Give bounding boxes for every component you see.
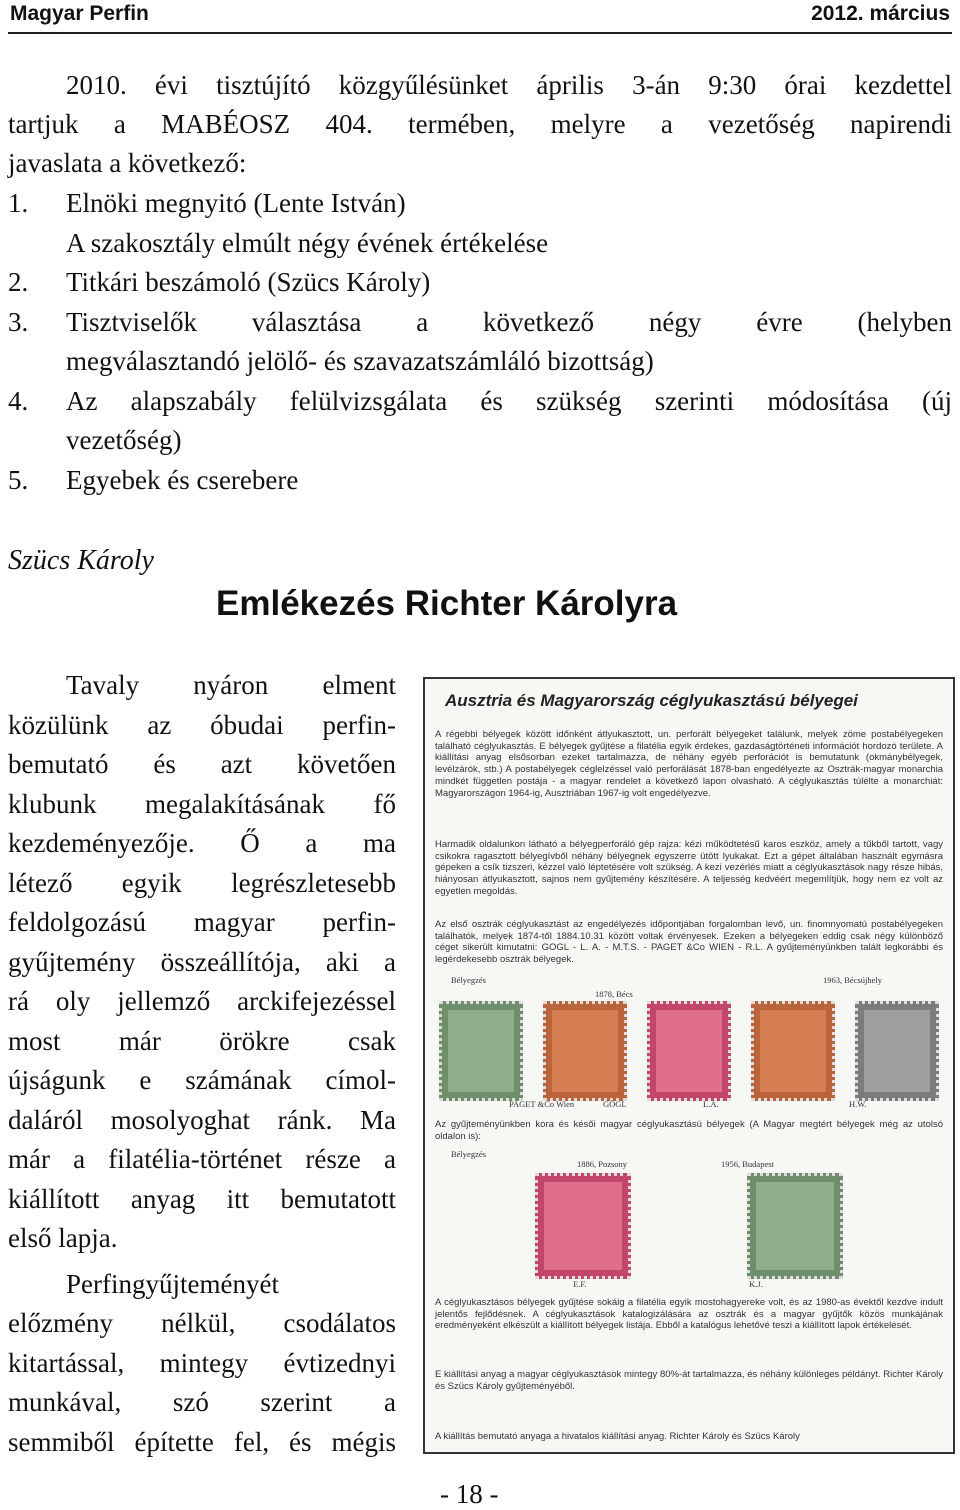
body-line: újságunk e számának címol- [8,1065,396,1095]
body-line: munkával, szó szerint a [8,1387,396,1417]
exhibit-paragraph: Harmadik oldalunkon látható a bélyegperforáló gép rajza: kézi működtetésű karos eszköz, amely a tűkből tartott, vagy csikokra ragasztott bélyegívből néhány bélyegnek egyszerre ütött lyukakat. Ezt a gépet általában használt egymásra gépeken a csík tizszeri, kézzel való léptetésére volt szükség. A kezi vezérlés miatt a céglyukasztások nagy része hibás, hiányosan átlyukasztott, sajnos nem gyűjtemény készítésére. A teljesség kedvéért megemlítjük, hogy nem ez volt az egyetlen megoldás. [435,839,943,897]
article-body [8,666,396,1462]
agenda-text: Titkári beszámoló (Szücs Károly) [66,267,431,297]
body-line: kitartással, mintegy évtizednyi [8,1347,396,1378]
agenda-number: 5. [8,464,29,495]
agenda-item [8,382,952,461]
stamp-image [535,1173,631,1279]
body-line: Perfingyűjteményét [66,1268,279,1299]
exhibit-paragraph: A régebbi bélyegek között időnként átlyukasztott, un. perforált bélyegeket találunk, melyek zöme postabélyegeken található céglyukasztás. E bélyegek gyűjtése a filatélia egyik érdekes, gazdaságtörténeti információt hordozó területe. A kiállítási anyag elsősorban ezeket tartalmazza, de néhány egyéb perforációt is bemutatunk (okmánybélyegek, levélzárók, stb.) A postabélyegek céglelzéssel való perforálását 1878-ban engedélyezte az Osztrák-magyar monarchia mindkét független postája - a magyar rendelet a következő lapon olvasható. A céglyukasztás túlélte a monarchiát: Magyarországon 1964-ig, Ausztriában 1967-ig volt engedélyezve. [435,729,943,799]
body-line: semmiből építette fel, és mégis [8,1426,396,1457]
agenda-number: 4. [8,385,29,416]
body-line: első lapja. [8,1223,118,1253]
stamp-image [747,1173,843,1279]
stamp-image [647,1001,731,1101]
stamp-caption: K.J. [749,1279,763,1289]
issue-date: 2012. március [811,2,950,25]
agenda-number: 3. [8,306,29,337]
stamp-caption: GÖGL [603,1099,627,1109]
stamp-caption: 1956, Budapest [721,1159,774,1169]
exhibit-title: Ausztria és Magyarország céglyukasztású bélyegei [445,691,858,710]
agenda-text: megválasztandó jelölő- és szavazatszámláló bizottság) [66,346,654,376]
stamp-image [543,1001,627,1101]
exhibit-signature: A kiállítás bemutató anyaga a hivatalos kiállítási anyag. Richter Károly és Szücs Károly [435,1431,800,1442]
agenda-item [8,303,952,382]
body-line: létező egyik legrészletesebb [8,867,396,898]
body-line: most már örökre csak [8,1025,396,1056]
article-title: Emlékezés Richter Károlyra [216,584,678,623]
stamp-image [855,1001,939,1101]
agenda-number: 1. [8,188,29,218]
agenda-item [8,263,952,303]
intro-line: javaslata a következő: [8,148,247,178]
stamp-caption: H.W. [849,1099,867,1109]
intro-line: 2010. évi tisztújító közgyűlésünket április 3-án 9:30 órai kezdettel [66,70,952,100]
agenda-text: A szakosztály elmúlt négy évének értékelése [66,227,549,258]
stamp-caption: 1878, Bécs [595,989,633,999]
body-line: klubunk megalakításának fő [8,788,396,819]
stamp-row [439,1001,939,1101]
exhibit-paragraph: Az első osztrák céglyukasztást az engedélyezés időpontjában forgalomban levő, un. finomnyomatú postabélyegeken találhatók, melyek 1874-től 1884.10.31 között voltak érvényesek. Ezeken a bélyegeken eddig csak négy különböző céget sikerült kimutatni: GOGL - L. A. - M.T.S. - PAGET &Co WIEN - R.L. A gyűjteményünkben talált legkorábbi és legérdekesebb osztrák bélyegek. [435,919,943,966]
agenda-text: vezetőség) [66,425,182,455]
agenda-text: Elnöki megnyitó (Lente István) [66,188,406,218]
agenda-number: 2. [8,267,29,297]
stamp-caption: PAGET &Co Wien [509,1099,575,1109]
agenda-list [8,184,952,500]
page-number: - 18 - [440,1479,499,1509]
exhibit-paragraph: E kiállítási anyag a magyar céglyukasztások mintegy 80%-át tartalmazza, és néhány különleges példányt. Richter Károly és Szücs Károly gyűjteményéből. [435,1369,943,1392]
exhibit-page-image [423,677,955,1454]
agenda-text: Az alapszabály felülvizsgálata és szükség szerinti módosítása (új [66,385,952,416]
agenda-text: Tisztviselők választása a következő négy évre (helyben [66,306,952,337]
paragraph [8,1265,396,1463]
meeting-announcement [8,66,952,183]
exhibit-paragraph: A céglyukasztásos bélyegek gyűjtése sokáig a filatélia egyik mostohagyereke volt, és az 1980-as évektől kezdve indult jelentős fejlődésnek. A céglyukasztások katalogizálására az osztrák és a magyar gyűjtők közös munkájának eredményeként elkészült a kiállított bélyegek listája. Ebből a katalógus lehetővé teszi a kiállított lapok értékelését. [435,1297,943,1332]
body-line: kiállított anyag itt bemutatott [8,1183,396,1214]
page-header [8,0,952,34]
agenda-text: Egyebek és cserebere [66,464,299,495]
stamp-caption: 1886, Pozsony [577,1159,628,1169]
body-line: Tavaly nyáron elment [66,670,396,700]
agenda-item [8,184,952,263]
body-line: gyűjtemény összeállítója, aki a [8,946,396,977]
body-line: kezdeményezője. Ő a ma [8,828,396,858]
stamp-image [751,1001,835,1101]
stamp-caption: Bélyegzés [451,975,486,985]
article-author: Szücs Károly [8,545,154,576]
stamp-caption: E.F. [573,1279,587,1289]
publication-title: Magyar Perfin [10,2,149,25]
body-line: feldolgozású magyar perfin- [8,907,396,937]
body-line: előzmény nélkül, csodálatos [8,1308,396,1338]
stamp-row [535,1173,843,1279]
stamp-caption: 1963, Bécsújhely [823,975,883,985]
body-line: bemutató és azt követően [8,749,396,779]
paragraph [8,666,396,1259]
intro-line: tartjuk a MABÉOSZ 404. termében, melyre a vezetőség napirendi [8,109,952,139]
agenda-item [8,461,952,501]
stamp-image [439,1001,523,1101]
exhibit-paragraph: Az gyűjteményünkben kora és késői magyar céglyukasztású bélyegek (A Magyar megtért bélyegek még az utolsó oldalon is): [435,1119,943,1142]
body-line: már a filatélia-történet része a [8,1144,396,1174]
stamp-caption: L.A. [703,1099,719,1109]
body-line: közülünk az óbudai perfin- [8,709,396,740]
body-line: rá oly jellemző arckifejezéssel [8,986,396,1016]
stamp-caption: Bélyegzés [451,1149,486,1159]
body-line: daláról mosolyoghat ránk. Ma [8,1104,396,1135]
